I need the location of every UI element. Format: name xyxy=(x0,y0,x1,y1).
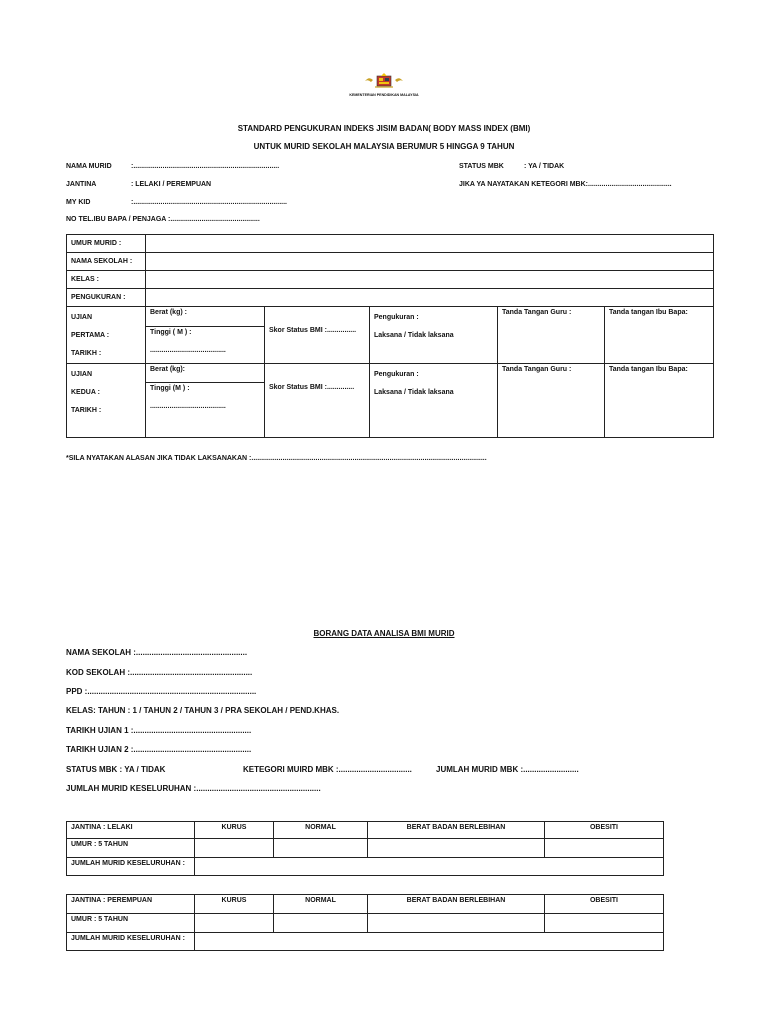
student-info-table xyxy=(66,234,714,438)
pengukuran-cell xyxy=(370,307,498,364)
tarikh-field[interactable]: ....................................... xyxy=(150,403,226,410)
nama-murid-label: NAMA MURID xyxy=(66,163,112,170)
ketegori-mbk-field[interactable]: KETEGORI MUIRD MBK :................................. xyxy=(243,765,412,774)
table-row-umur: UMUR : 5 TAHUN xyxy=(67,914,195,933)
analysis-title: BORANG DATA ANALISA BMI MURID xyxy=(313,629,455,638)
skor-bmi-field[interactable]: Skor Status BMI :.............. xyxy=(265,364,370,438)
tanda-tangan-ibubapa-field[interactable]: Tanda tangan Ibu Bapa: xyxy=(605,364,714,438)
skor-bmi-field[interactable]: Skor Status BMI :............... xyxy=(265,307,370,364)
pengukuran-label: Pengukuran : xyxy=(374,314,419,321)
perempuan-bmi-table xyxy=(66,894,664,951)
obesiti-input[interactable] xyxy=(545,914,664,933)
obesiti-input[interactable] xyxy=(545,839,664,858)
analysis-nama-sekolah-field[interactable]: NAMA SEKOLAH :.................................................. xyxy=(66,648,248,657)
ppd-field[interactable]: PPD :............................................................................ xyxy=(66,687,257,696)
table-header-obesiti: OBESITI xyxy=(545,895,664,914)
mykid-field[interactable]: :............................................................................... xyxy=(131,199,287,206)
pengukuran-label: PENGUKURAN : xyxy=(67,289,146,307)
table-row-umur: UMUR : 5 TAHUN xyxy=(67,839,195,858)
kelas-options[interactable]: KELAS: TAHUN : 1 / TAHUN 2 / TAHUN 3 / PRA SEKOLAH / PEND.KHAS. xyxy=(66,706,340,715)
kod-sekolah-field[interactable]: KOD SEKOLAH :....................................................... xyxy=(66,668,253,677)
analysis-status-mbk-options[interactable]: STATUS MBK : YA / TIDAK xyxy=(66,765,166,774)
jumlah-mbk-field[interactable]: JUMLAH MURID MBK :......................... xyxy=(436,765,579,774)
pengukuran-cell xyxy=(370,364,498,438)
alasan-note[interactable]: *SILA NYATAKAN ALASAN JIKA TIDAK LAKSANAKAN :......................................................................................................................... xyxy=(66,455,487,462)
table-header-obesiti: OBESITI xyxy=(545,822,664,839)
nama-murid-field[interactable]: :........................................................................... xyxy=(131,163,280,170)
tarikh-label: TARIKH : xyxy=(71,350,102,357)
kurus-input[interactable] xyxy=(195,914,274,933)
ujian-label: UJIAN xyxy=(71,314,93,321)
table-row-jumlah: JUMLAH MURID KESELURUHAN : xyxy=(67,933,195,951)
pengukuran-label: Pengukuran : xyxy=(374,371,419,378)
ujian-kedua-measure-cell xyxy=(146,364,265,438)
form-title: STANDARD PENGUKURAN INDEKS JISIM BADAN( BODY MASS INDEX (BMI) xyxy=(237,124,531,133)
status-mbk-options[interactable]: : YA / TIDAK xyxy=(524,163,565,170)
table-header-normal: NORMAL xyxy=(274,822,368,839)
parent-phone-field[interactable]: NO TEL.IBU BAPA / PENJAGA :.............................................. xyxy=(66,216,260,223)
jantina-options[interactable]: : LELAKI / PEREMPUAN xyxy=(131,181,212,188)
laksana-option[interactable]: Laksana / Tidak laksana xyxy=(374,332,454,339)
tinggi-field[interactable]: Tinggi ( M ) : xyxy=(150,329,192,336)
table-header-berat-berlebihan: BERAT BADAN BERLEBIHAN xyxy=(368,822,545,839)
tinggi-field[interactable]: Tinggi (M ) : xyxy=(150,385,190,392)
table-header-jantina: JANTINA : PEREMPUAN xyxy=(67,895,195,914)
berat-berlebihan-input[interactable] xyxy=(368,839,545,858)
berat-field[interactable]: Berat (kg): xyxy=(146,364,264,383)
table-header-berat-berlebihan: BERAT BADAN BERLEBIHAN xyxy=(368,895,545,914)
tanda-tangan-guru-field[interactable]: Tanda Tangan Guru : xyxy=(498,364,605,438)
jumlah-keseluruhan-field[interactable]: JUMLAH MURID KESELURUHAN :........................................................ xyxy=(66,784,321,793)
kategori-mbk-field[interactable]: JIKA YA NAYATAKAN KETEGORI MBK:........................................... xyxy=(459,181,672,188)
umur-label: UMUR MURID : xyxy=(67,235,146,253)
ujian-label: UJIAN xyxy=(71,371,93,378)
tarikh-ujian-2-field[interactable]: TARIKH UJIAN 2 :..................................................... xyxy=(66,745,252,754)
status-mbk-label: STATUS MBK xyxy=(459,163,504,170)
jantina-label: JANTINA xyxy=(66,181,97,188)
kelas-input[interactable] xyxy=(146,271,714,289)
nama-sekolah-input[interactable] xyxy=(146,253,714,271)
umur-input[interactable] xyxy=(146,235,714,253)
jata-negara-crest-logo xyxy=(359,72,409,92)
kedua-label: KEDUA : xyxy=(71,389,100,396)
tarikh-ujian-1-field[interactable]: TARIKH UJIAN 1 :..................................................... xyxy=(66,726,252,735)
ujian-kedua-label xyxy=(67,364,146,438)
table-header-jantina: JANTINA : LELAKI xyxy=(67,822,195,839)
pengukuran-input[interactable] xyxy=(146,289,714,307)
ujian-pertama-label xyxy=(67,307,146,364)
berat-field[interactable]: Berat (kg) : xyxy=(146,307,264,327)
tanda-tangan-ibubapa-field[interactable]: Tanda tangan Ibu Bapa: xyxy=(605,307,714,364)
table-row-jumlah: JUMLAH MURID KESELURUHAN : xyxy=(67,858,195,876)
table-header-normal: NORMAL xyxy=(274,895,368,914)
table-header-kurus: KURUS xyxy=(195,895,274,914)
jumlah-input[interactable] xyxy=(195,933,664,951)
laksana-option[interactable]: Laksana / Tidak laksana xyxy=(374,389,454,396)
ministry-name: KEMENTERIAN PENDIDIKAN MALAYSIA xyxy=(349,93,419,97)
kelas-label: KELAS : xyxy=(67,271,146,289)
berat-berlebihan-input[interactable] xyxy=(368,914,545,933)
nama-sekolah-label: NAMA SEKOLAH : xyxy=(67,253,146,271)
ujian-pertama-measure-cell xyxy=(146,307,265,364)
pertama-label: PERTAMA : xyxy=(71,332,110,339)
normal-input[interactable] xyxy=(274,914,368,933)
tarikh-label: TARIKH : xyxy=(71,407,102,414)
normal-input[interactable] xyxy=(274,839,368,858)
jumlah-input[interactable] xyxy=(195,858,664,876)
kurus-input[interactable] xyxy=(195,839,274,858)
table-header-kurus: KURUS xyxy=(195,822,274,839)
form-subtitle: UNTUK MURID SEKOLAH MALAYSIA BERUMUR 5 HINGGA 9 TAHUN xyxy=(253,142,515,151)
tarikh-field[interactable]: ....................................... xyxy=(150,347,226,354)
tanda-tangan-guru-field[interactable]: Tanda Tangan Guru : xyxy=(498,307,605,364)
lelaki-bmi-table xyxy=(66,821,664,876)
mykid-label: MY KID xyxy=(66,199,91,206)
